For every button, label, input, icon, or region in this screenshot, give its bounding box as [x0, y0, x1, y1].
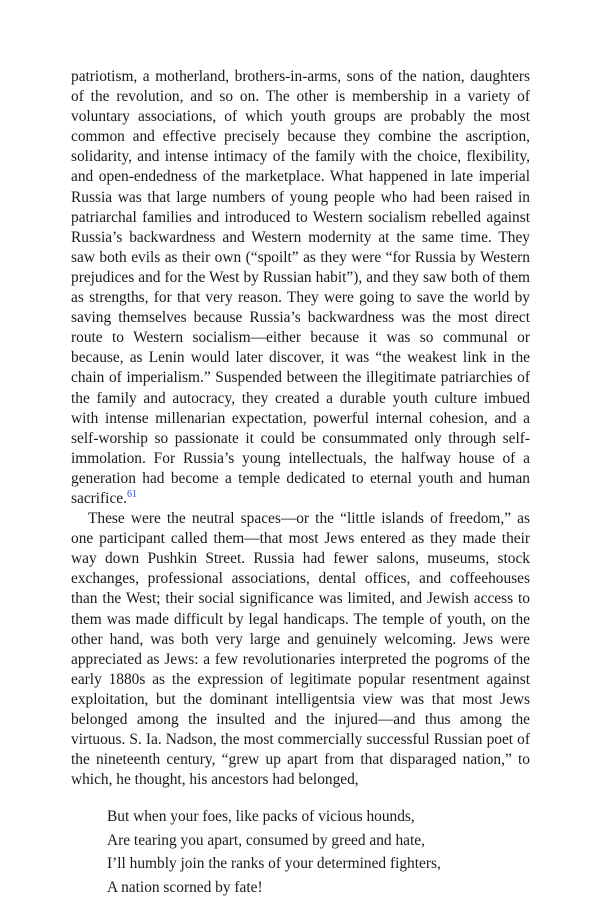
page-body [71, 67, 530, 899]
footnote-61-link[interactable]: 61 [126, 488, 137, 500]
poem-line-4: A nation scorned by fate! [107, 878, 263, 896]
paragraph-1 [71, 67, 530, 509]
paragraph-2-text: These were the neutral spaces—or the “little islands of freedom,” as one participant called them—that most Jews entered as they made their way down Pushkin Street. Russia had fewer salons, museums, stock exchanges, professional associations, dental offices, and coffeehouses than the West; their social significance was limited, and Jewish access to them was made difficult by legal handicaps. The temple of youth, on the other hand, was both very large and genuinely welcoming. Jews were appreciated as Jews: a few revolutionaries interpreted the pogroms of the early 1880s as the expression of legitimate popular resentment against exploitation, but the dominant intelligentsia view was that most Jews belonged among the insulted and the injured—and thus among the virtuous. S. Ia. Nadson, the most commercially successful Russian poet of the nineteenth century, “grew up apart from that disparaged nation,” to which, he thought, his ancestors had belonged, [71, 510, 530, 789]
poem-block-quote [71, 805, 530, 899]
poem-line-2: Are tearing you apart, consumed by greed and hate, [107, 831, 425, 849]
paragraph-1-text: patriotism, a motherland, brothers-in-arms, sons of the nation, daughters of the revolution, and so on. The other is membership in a variety of voluntary associations, of which youth groups are probably the most common and effective precisely because they combine the ascription, solidarity, and intense intimacy of the family with the choice, flexibility, and open-endedness of the marketplace. What happened in late imperial Russia was that large numbers of young people who had been raised in patriarchal families and introduced to Western socialism rebelled against Russia’s backwardness and Western modernity at the same time. They saw both evils as their own (“spoilt” as they were “for Russia by Western prejudices and for the West by Russian habit”), and they saw both of them as strengths, for that very reason. They were going to save the world by saving themselves because Russia’s backwardness was the most direct route to Western socialism—either because it was so communal or because, as Lenin would later discover, it was “the weakest link in the chain of imperialism.” Suspended between the illegitimate patriarchies of the family and autocracy, they created a durable youth culture imbued with intense millenarian expectation, powerful internal cohesion, and a self-worship so passionate it could be consummated only through self-immolation. For Russia’s young intellectuals, the halfway house of a generation had become a temple dedicated to eternal youth and human sacrifice. [71, 68, 530, 507]
poem-line-3: I’ll humbly join the ranks of your determined fighters, [107, 855, 441, 873]
paragraph-2 [71, 509, 530, 790]
poem-line-1: But when your foes, like packs of vicious hounds, [107, 808, 415, 826]
